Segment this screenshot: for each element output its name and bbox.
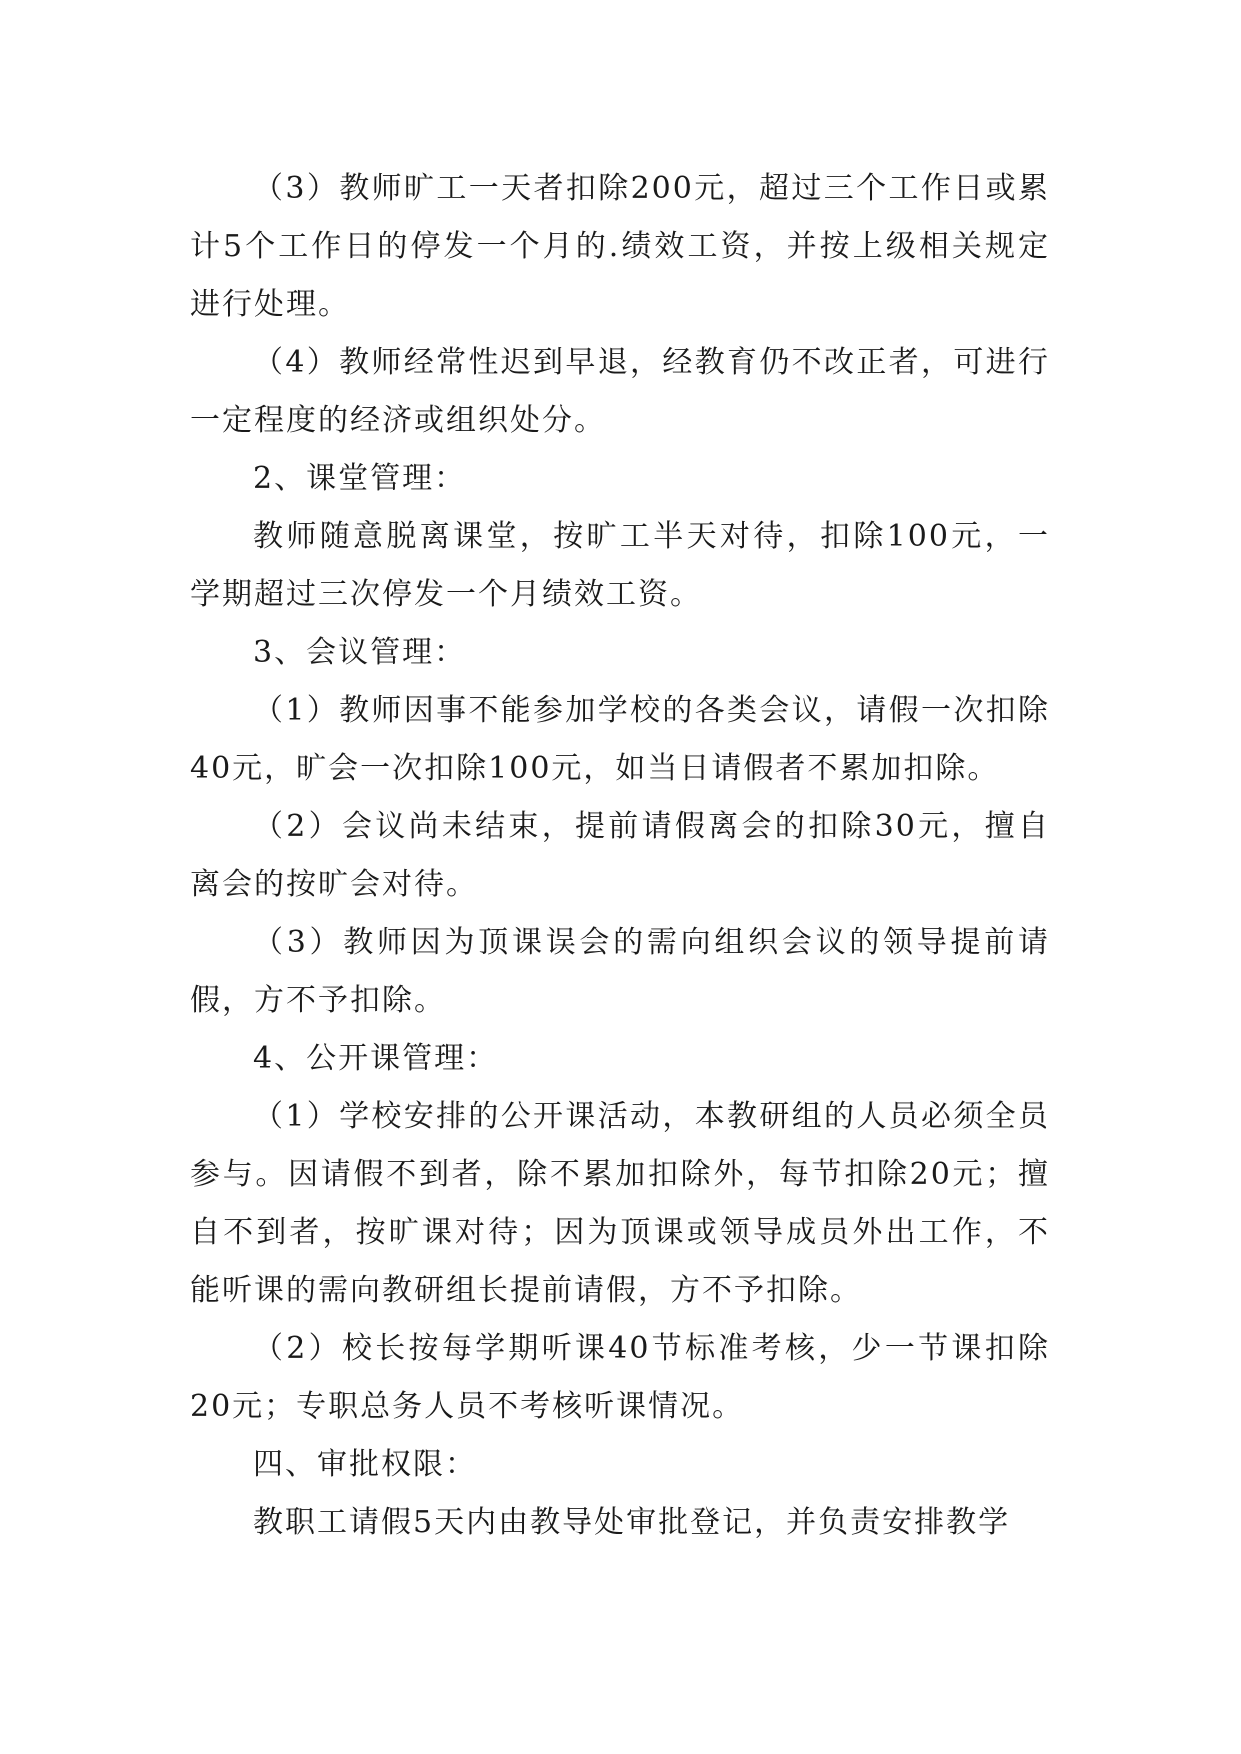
paragraph-approval-rule: 教职工请假5天内由教导处审批登记，并负责安排教学: [253, 1505, 1011, 1540]
paragraph-meeting-substitute: （3）教师因为顶课误会的需向组织会议的领导提前请假，方不予扣除。: [190, 925, 1050, 1018]
heading-approval-authority: 四、审批权限：: [253, 1447, 477, 1482]
heading-meeting-management: 3、会议管理：: [253, 635, 467, 670]
paragraph-lateness-penalty: （4）教师经常性迟到早退，经教育仍不改正者，可进行一定程度的经济或组织处分。: [190, 345, 1050, 438]
paragraph-absence-penalty: （3）教师旷工一天者扣除200元，超过三个工作日或累计5个工作日的停发一个月的.绩效工资，并按上级相关规定进行处理。: [190, 171, 1050, 322]
heading-classroom-management: 2、课堂管理：: [253, 461, 467, 496]
paragraph-open-class-attendance: （1）学校安排的公开课活动，本教研组的人员必须全员参与。因请假不到者，除不累加扣除外，每节扣除20元；擅自不到者，按旷课对待；因为顶课或领导成员外出工作，不能听课的需向教研组长提前请假，方不予扣除。: [190, 1099, 1050, 1308]
paragraph-meeting-leave: （1）教师因事不能参加学校的各类会议，请假一次扣除40元，旷会一次扣除100元，如当日请假者不累加扣除。: [190, 693, 1050, 786]
paragraph-meeting-early-leave: （2）会议尚未结束，提前请假离会的扣除30元，擅自离会的按旷会对待。: [190, 809, 1050, 902]
heading-open-class-management: 4、公开课管理：: [253, 1041, 499, 1076]
document-body: [190, 160, 1050, 1552]
paragraph-principal-observation: （2）校长按每学期听课40节标准考核，少一节课扣除20元；专职总务人员不考核听课情况。: [190, 1331, 1050, 1424]
paragraph-classroom-rule: 教师随意脱离课堂，按旷工半天对待，扣除100元，一学期超过三次停发一个月绩效工资。: [190, 519, 1050, 612]
